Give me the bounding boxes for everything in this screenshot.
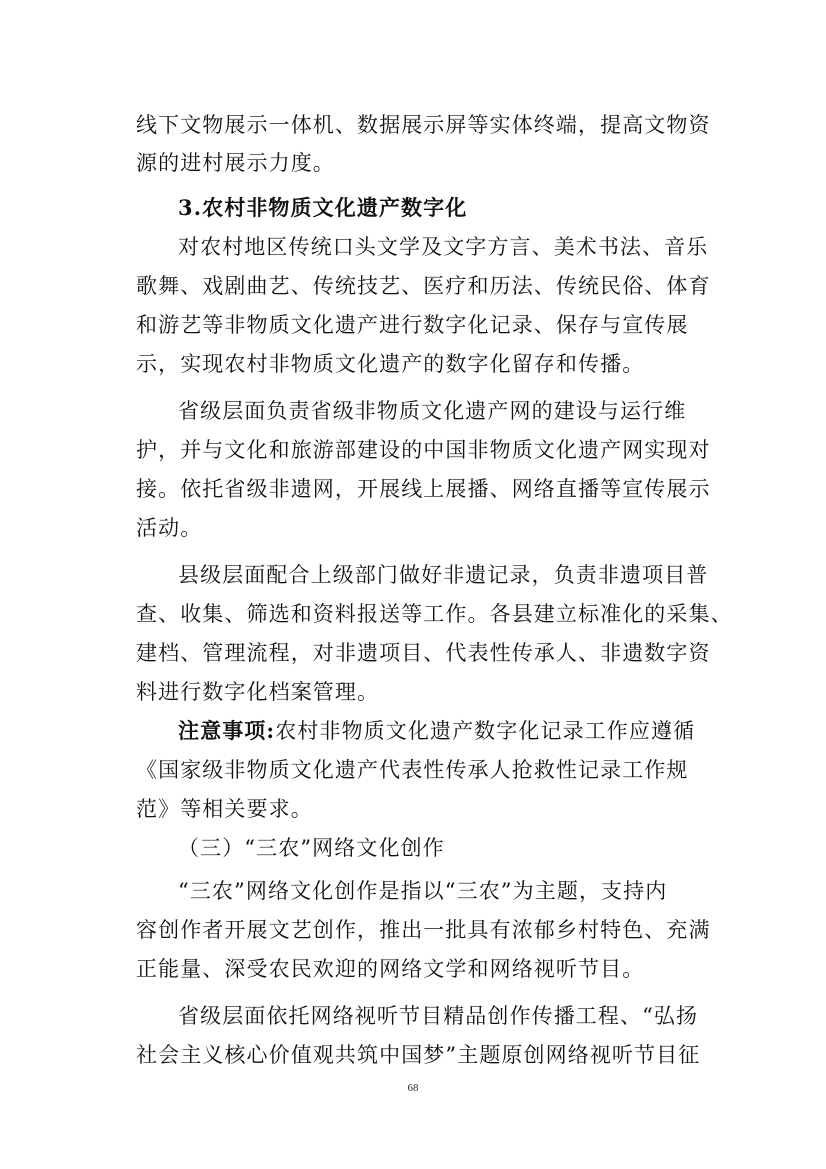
body-text-line: 护，并与文化和旅游部建设的中国非物质文化遗产网实现对	[136, 438, 711, 462]
notice-label: 注意事项:	[178, 718, 276, 743]
body-text-line: 源的进村展示力度。	[136, 151, 335, 175]
body-text-line: 建档、管理流程，对非遗项目、代表性传承人、非遗数字资	[136, 641, 711, 665]
body-text-line: 料进行数字化档案管理。	[136, 680, 380, 704]
body-text-line: 省级层面依托网络视听节目精品创作传播工程、“弘扬	[178, 1004, 699, 1028]
body-text-line: 省级层面负责省级非物质文化遗产网的建设与运行维	[178, 399, 687, 423]
body-text-line: “三农”网络文化创作是指以“三农”为主题，支持内	[178, 879, 668, 903]
body-text-line: 《国家级非物质文化遗产代表性传承人抢救性记录工作规	[136, 758, 689, 782]
page-number: 68	[407, 1082, 419, 1094]
body-text-line: 社会主义核心价值观共筑中国梦”主题原创网络视听节目征	[136, 1043, 701, 1067]
body-text-line: 对农村地区传统口头文学及文字方言、美术书法、音乐	[178, 235, 709, 259]
body-text-line: 正能量、深受农民欢迎的网络文学和网络视听节目。	[136, 957, 645, 981]
body-text-line: 和游艺等非物质文化遗产进行数字化记录、保存与宣传展	[136, 313, 689, 337]
body-text-line: 示，实现农村非物质文化遗产的数字化留存和传播。	[136, 352, 645, 376]
notice-line	[178, 717, 716, 745]
subsection-heading: （三）“三农”网络文化创作	[178, 836, 445, 860]
body-text-line: 县级层面配合上级部门做好非遗记录，负责非遗项目普	[178, 563, 709, 587]
section-heading: 3.农村非物质文化遗产数字化	[178, 195, 468, 220]
body-text-line: 查、收集、筛选和资料报送等工作。各县建立标准化的采集、	[136, 602, 733, 626]
notice-text: 农村非物质文化遗产数字化记录工作应遵循	[275, 719, 696, 743]
body-text-line: 活动。	[136, 516, 203, 540]
body-text-line: 线下文物展示一体机、数据展示屏等实体终端，提高文物资	[136, 113, 711, 137]
body-text-line: 容创作者开展文艺创作，推出一批具有浓郁乡村特色、充满	[136, 918, 711, 942]
body-text-line: 范》等相关要求。	[136, 797, 313, 821]
body-text-line: 歌舞、戏剧曲艺、传统技艺、医疗和历法、传统民俗、体育	[136, 274, 711, 298]
body-text-line: 接。依托省级非遗网，开展线上展播、网络直播等宣传展示	[136, 477, 711, 501]
